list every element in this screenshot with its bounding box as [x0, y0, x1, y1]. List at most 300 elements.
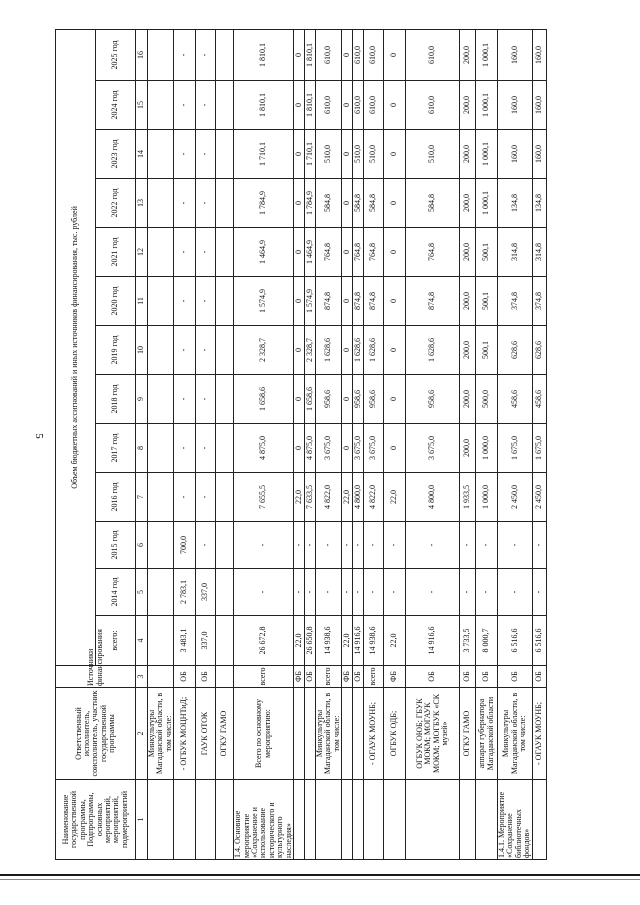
cell-executor: аппарат губернатора Магаданской области — [476, 688, 498, 780]
col-number: 16 — [136, 29, 148, 80]
cell-year-value: 0 — [384, 29, 406, 80]
cell-year-value: 0 — [342, 277, 353, 326]
funding-table — [55, 29, 547, 860]
cell-year-value: 200,0 — [460, 277, 476, 326]
cell-year-value — [148, 375, 174, 424]
cell-source: всего — [315, 666, 341, 688]
cell-year-value — [148, 473, 174, 522]
col-number: 8 — [136, 424, 148, 473]
cell-year-value: 4 800,0 — [406, 473, 460, 522]
header-executor: Ответственный исполнитель, соисполнитель, участник государственной программы — [56, 688, 136, 780]
cell-total: 6 516,6 — [532, 616, 546, 666]
cell-source: ОБ — [353, 666, 364, 688]
header-year: 2019 год — [96, 326, 136, 375]
cell-source: ОБ — [476, 666, 498, 688]
cell-year-value: - — [196, 522, 216, 569]
cell-year-value: 628,6 — [498, 326, 533, 375]
cell-year-value — [148, 29, 174, 80]
table-row — [364, 29, 384, 859]
cell-year-value: - — [353, 569, 364, 616]
cell-name — [216, 780, 234, 860]
cell-year-value: - — [532, 569, 546, 616]
cell-total: 22,0 — [384, 616, 406, 666]
cell-year-value: - — [196, 81, 216, 130]
cell-year-value: 1 675,0 — [498, 424, 533, 473]
col-number: 14 — [136, 130, 148, 179]
cell-year-value — [216, 522, 234, 569]
cell-year-value: 3 675,0 — [353, 424, 364, 473]
cell-year-value: 500,0 — [476, 375, 498, 424]
cell-year-value: 584,8 — [315, 179, 341, 228]
cell-year-value: 0 — [293, 326, 304, 375]
cell-year-value: 0 — [293, 228, 304, 277]
header-year: 2017 год — [96, 424, 136, 473]
cell-year-value: - — [174, 424, 196, 473]
cell-name — [342, 780, 353, 860]
cell-name — [196, 780, 216, 860]
cell-year-value: 4 800,0 — [353, 473, 364, 522]
cell-year-value: 500,1 — [476, 277, 498, 326]
cell-year-value: 610,0 — [364, 81, 384, 130]
cell-executor: ОГБУК ОЮБ; ГБУК МОКМ; МОГАУК МОКМ; МОГБУК «СК музей» — [406, 688, 460, 780]
cell-year-value: 3 675,0 — [315, 424, 341, 473]
table-row — [304, 29, 315, 859]
cell-total: 14 938,6 — [364, 616, 384, 666]
cell-year-value — [216, 228, 234, 277]
cell-source: ФБ — [342, 666, 353, 688]
col-number: 6 — [136, 522, 148, 569]
cell-year-value — [148, 522, 174, 569]
cell-year-value: 1 810,1 — [234, 29, 294, 80]
cell-source: ОБ — [532, 666, 546, 688]
cell-total: 3 483,1 — [174, 616, 196, 666]
cell-year-value: 1 658,6 — [234, 375, 294, 424]
cell-year-value: - — [196, 277, 216, 326]
cell-year-value: 500,1 — [476, 228, 498, 277]
header-year: 2020 год — [96, 277, 136, 326]
cell-name — [315, 780, 341, 860]
cell-year-value: - — [384, 569, 406, 616]
col-number: 1 — [136, 780, 148, 860]
cell-year-value: - — [174, 81, 196, 130]
cell-year-value: 1 464,9 — [304, 228, 315, 277]
cell-year-value: - — [174, 179, 196, 228]
cell-year-value: 200,0 — [460, 29, 476, 80]
cell-year-value: 1 000,1 — [476, 29, 498, 80]
cell-year-value: 1 574,9 — [234, 277, 294, 326]
table-body — [148, 29, 547, 859]
cell-total: 14 916,6 — [406, 616, 460, 666]
cell-executor — [293, 688, 304, 780]
cell-year-value: - — [460, 522, 476, 569]
table-row — [234, 29, 294, 859]
table-row — [353, 29, 364, 859]
cell-year-value: 610,0 — [315, 29, 341, 80]
cell-year-value: - — [174, 29, 196, 80]
cell-year-value: 0 — [342, 179, 353, 228]
cell-year-value: 958,6 — [353, 375, 364, 424]
cell-name: 1.4.1. Мероприятие «Сохранение библиотечных фондов» — [498, 780, 533, 860]
header-source: Источники финансирования — [56, 666, 136, 688]
cell-year-value: 958,6 — [406, 375, 460, 424]
cell-year-value: 958,6 — [364, 375, 384, 424]
cell-year-value: 610,0 — [364, 29, 384, 80]
cell-year-value: 700,0 — [174, 522, 196, 569]
cell-source: ФБ — [384, 666, 406, 688]
cell-year-value: 764,8 — [406, 228, 460, 277]
cell-source: всего — [364, 666, 384, 688]
cell-year-value — [148, 81, 174, 130]
cell-year-value: 584,8 — [353, 179, 364, 228]
cell-executor: Минкультуры Магаданской области, в том числе: — [498, 688, 533, 780]
cell-source — [216, 666, 234, 688]
cell-total: 26 672,8 — [234, 616, 294, 666]
header-year: 2018 год — [96, 375, 136, 424]
cell-year-value: - — [498, 522, 533, 569]
cell-year-value: 0 — [384, 375, 406, 424]
cell-year-value: 1 810,1 — [304, 29, 315, 80]
cell-year-value: 628,6 — [532, 326, 546, 375]
header-year: 2016 год — [96, 473, 136, 522]
col-number: 5 — [136, 569, 148, 616]
cell-year-value: - — [315, 522, 341, 569]
cell-year-value: 374,8 — [498, 277, 533, 326]
cell-total: 22,0 — [342, 616, 353, 666]
cell-year-value: - — [196, 130, 216, 179]
cell-total: 22,0 — [293, 616, 304, 666]
cell-year-value: 3 675,0 — [364, 424, 384, 473]
header-year: 2015 год — [96, 522, 136, 569]
cell-year-value: 1 628,6 — [406, 326, 460, 375]
cell-year-value: 0 — [293, 130, 304, 179]
cell-total: 14 938,6 — [315, 616, 341, 666]
cell-year-value: 0 — [384, 326, 406, 375]
cell-year-value: - — [293, 569, 304, 616]
cell-year-value: - — [364, 522, 384, 569]
cell-year-value — [216, 179, 234, 228]
header-year: 2025 год — [96, 29, 136, 80]
cell-name — [174, 780, 196, 860]
cell-total: 8 000,7 — [476, 616, 498, 666]
cell-year-value: 200,0 — [460, 228, 476, 277]
cell-executor: ГАУК ОТОК — [196, 688, 216, 780]
header-name: Наименование государственной программы, Подпрограммы, основных мероприятий, мероприятий, подмероприятий — [56, 780, 136, 860]
cell-executor: ОГКУ ГАМО — [216, 688, 234, 780]
cell-year-value: 0 — [384, 130, 406, 179]
cell-year-value: 374,8 — [532, 277, 546, 326]
cell-year-value: 160,0 — [498, 29, 533, 80]
cell-year-value — [216, 424, 234, 473]
cell-executor — [304, 688, 315, 780]
cell-name: 1.4. Основное мероприятие «Сохранение и использование исторического и культурного наследия» — [234, 780, 294, 860]
cell-year-value: 0 — [384, 81, 406, 130]
cell-year-value: - — [384, 522, 406, 569]
cell-executor: Минкультуры Магаданской области, в том числе: — [315, 688, 341, 780]
cell-year-value: 610,0 — [353, 29, 364, 80]
cell-year-value: - — [304, 569, 315, 616]
cell-year-value — [216, 81, 234, 130]
col-number: 11 — [136, 277, 148, 326]
cell-year-value: 314,8 — [532, 228, 546, 277]
cell-year-value: 1 784,9 — [234, 179, 294, 228]
header-year: 2014 год — [96, 569, 136, 616]
col-number: 15 — [136, 81, 148, 130]
cell-year-value: 0 — [342, 228, 353, 277]
table-row — [196, 29, 216, 859]
cell-year-value: - — [406, 522, 460, 569]
table-row — [498, 29, 533, 859]
header-year: 2024 год — [96, 81, 136, 130]
cell-year-value — [148, 277, 174, 326]
cell-year-value: 22,0 — [293, 473, 304, 522]
cell-year-value: 2 450,0 — [532, 473, 546, 522]
scan-edge-line-thin — [0, 879, 640, 880]
cell-year-value: 764,8 — [364, 228, 384, 277]
cell-year-value — [216, 277, 234, 326]
cell-name — [460, 780, 476, 860]
cell-year-value: 874,8 — [364, 277, 384, 326]
cell-total: 6 516,6 — [498, 616, 533, 666]
cell-year-value: 22,0 — [384, 473, 406, 522]
cell-year-value: - — [234, 569, 294, 616]
cell-source: ОБ — [196, 666, 216, 688]
cell-year-value: 0 — [293, 29, 304, 80]
cell-year-value: 1 628,6 — [364, 326, 384, 375]
cell-executor: Всего по основному мероприятию: — [234, 688, 294, 780]
cell-year-value: 7 655,5 — [234, 473, 294, 522]
cell-year-value — [148, 228, 174, 277]
table-row — [216, 29, 234, 859]
header-year: 2023 год — [96, 130, 136, 179]
header-col-numbers — [136, 29, 148, 859]
cell-year-value: 134,8 — [498, 179, 533, 228]
cell-year-value: - — [196, 375, 216, 424]
cell-year-value: - — [174, 473, 196, 522]
cell-year-value: 1 574,9 — [304, 277, 315, 326]
cell-executor: - ОГАУК МОУНБ; — [364, 688, 384, 780]
cell-source: всего — [234, 666, 294, 688]
cell-year-value: - — [342, 522, 353, 569]
cell-name — [532, 780, 546, 860]
col-number: 12 — [136, 228, 148, 277]
cell-year-value: 0 — [384, 228, 406, 277]
cell-year-value: - — [364, 569, 384, 616]
cell-year-value: 0 — [342, 81, 353, 130]
cell-year-value: - — [460, 569, 476, 616]
cell-total — [216, 616, 234, 666]
cell-year-value: 1 000,1 — [476, 179, 498, 228]
header-funding-group: Объем бюджетных ассигнований и иных источников финансирования, тыс. рублей — [56, 29, 96, 665]
cell-year-value: 4 822,0 — [364, 473, 384, 522]
cell-year-value: - — [498, 569, 533, 616]
cell-year-value: 2 328,7 — [304, 326, 315, 375]
cell-year-value: 2 783,1 — [174, 569, 196, 616]
col-number: 4 — [136, 616, 148, 666]
table-row — [460, 29, 476, 859]
cell-year-value: 0 — [342, 375, 353, 424]
cell-year-value: 1 000,0 — [476, 473, 498, 522]
cell-year-value: 1 658,6 — [304, 375, 315, 424]
cell-year-value: - — [196, 29, 216, 80]
cell-year-value: - — [293, 522, 304, 569]
cell-year-value: 0 — [293, 424, 304, 473]
cell-year-value: - — [196, 473, 216, 522]
cell-year-value: 610,0 — [353, 81, 364, 130]
cell-year-value: 0 — [293, 179, 304, 228]
cell-year-value: - — [532, 522, 546, 569]
cell-total: 3 733,5 — [460, 616, 476, 666]
cell-year-value: 874,8 — [315, 277, 341, 326]
rotated-table-wrapper — [55, 30, 635, 860]
cell-year-value: 0 — [342, 29, 353, 80]
cell-name — [293, 780, 304, 860]
cell-year-value: - — [174, 375, 196, 424]
cell-source: ОБ — [460, 666, 476, 688]
header-total: всего: — [96, 616, 136, 666]
cell-year-value: 1 000,1 — [476, 81, 498, 130]
cell-year-value: - — [234, 522, 294, 569]
cell-year-value: 1 710,1 — [304, 130, 315, 179]
cell-year-value — [148, 424, 174, 473]
cell-year-value: 1 464,9 — [234, 228, 294, 277]
cell-year-value: 1 710,1 — [234, 130, 294, 179]
cell-executor: ОГКУ ГАМО — [460, 688, 476, 780]
cell-total: 337,0 — [196, 616, 216, 666]
cell-year-value — [148, 130, 174, 179]
cell-name — [304, 780, 315, 860]
cell-year-value: 458,6 — [532, 375, 546, 424]
cell-year-value: 1 933,5 — [460, 473, 476, 522]
cell-executor: - ОГБУК МОЦНТиД; — [174, 688, 196, 780]
cell-year-value: - — [196, 326, 216, 375]
cell-year-value: - — [353, 522, 364, 569]
cell-year-value: 584,8 — [406, 179, 460, 228]
cell-total: 26 650,8 — [304, 616, 315, 666]
cell-executor — [353, 688, 364, 780]
cell-year-value: 1 628,6 — [353, 326, 364, 375]
cell-year-value: 337,0 — [196, 569, 216, 616]
cell-year-value: 0 — [342, 326, 353, 375]
cell-year-value: 4 875,0 — [304, 424, 315, 473]
cell-year-value: - — [406, 569, 460, 616]
table-row — [384, 29, 406, 859]
cell-year-value: 1 675,0 — [532, 424, 546, 473]
cell-year-value: 1 000,1 — [476, 130, 498, 179]
col-number: 7 — [136, 473, 148, 522]
cell-year-value: 200,0 — [460, 326, 476, 375]
header-year: 2021 год — [96, 228, 136, 277]
cell-year-value: - — [476, 569, 498, 616]
cell-executor: Минкультуры Магаданской области, в том числе: — [148, 688, 174, 780]
cell-year-value: 510,0 — [406, 130, 460, 179]
cell-source: ФБ — [293, 666, 304, 688]
cell-year-value: 610,0 — [406, 29, 460, 80]
cell-year-value: 160,0 — [532, 29, 546, 80]
cell-year-value: 200,0 — [460, 81, 476, 130]
cell-year-value: - — [174, 130, 196, 179]
table-row — [315, 29, 341, 859]
col-number: 2 — [136, 688, 148, 780]
cell-total — [148, 616, 174, 666]
cell-year-value — [148, 179, 174, 228]
cell-year-value: 314,8 — [498, 228, 533, 277]
cell-year-value: - — [196, 179, 216, 228]
table-row — [476, 29, 498, 859]
cell-year-value: 200,0 — [460, 130, 476, 179]
cell-year-value: 7 633,5 — [304, 473, 315, 522]
cell-name — [384, 780, 406, 860]
cell-year-value: 0 — [293, 277, 304, 326]
cell-year-value: 160,0 — [532, 130, 546, 179]
cell-executor: - ОГАУК МОУНБ; — [532, 688, 546, 780]
page-number: 5 — [32, 433, 45, 439]
cell-year-value: - — [174, 228, 196, 277]
cell-year-value: 0 — [384, 424, 406, 473]
cell-year-value: 510,0 — [315, 130, 341, 179]
cell-year-value: 584,8 — [364, 179, 384, 228]
cell-total: 14 916,6 — [353, 616, 364, 666]
cell-year-value: 874,8 — [353, 277, 364, 326]
cell-year-value: 134,8 — [532, 179, 546, 228]
cell-year-value: 2 450,0 — [498, 473, 533, 522]
col-number: 10 — [136, 326, 148, 375]
cell-year-value: 200,0 — [460, 424, 476, 473]
header-year: 2022 год — [96, 179, 136, 228]
table-row — [148, 29, 174, 859]
cell-year-value: 500,1 — [476, 326, 498, 375]
cell-year-value: 874,8 — [406, 277, 460, 326]
col-number: 9 — [136, 375, 148, 424]
cell-year-value: 0 — [293, 81, 304, 130]
cell-source: ОБ — [498, 666, 533, 688]
cell-year-value: - — [304, 522, 315, 569]
cell-year-value: 4 875,0 — [234, 424, 294, 473]
cell-year-value: 2 328,7 — [234, 326, 294, 375]
cell-name — [476, 780, 498, 860]
cell-year-value: 0 — [342, 130, 353, 179]
col-number: 3 — [136, 666, 148, 688]
cell-year-value: 0 — [384, 179, 406, 228]
cell-year-value: 1 784,9 — [304, 179, 315, 228]
cell-year-value: 4 822,0 — [315, 473, 341, 522]
cell-year-value: 0 — [293, 375, 304, 424]
cell-name — [148, 780, 174, 860]
cell-year-value — [148, 569, 174, 616]
cell-name — [364, 780, 384, 860]
cell-year-value: 510,0 — [353, 130, 364, 179]
cell-year-value: 764,8 — [315, 228, 341, 277]
scan-edge-line — [0, 874, 640, 876]
cell-year-value: - — [196, 228, 216, 277]
cell-source: ОБ — [174, 666, 196, 688]
cell-year-value — [216, 375, 234, 424]
cell-year-value: 0 — [342, 424, 353, 473]
table-row — [406, 29, 460, 859]
cell-year-value: 764,8 — [353, 228, 364, 277]
cell-year-value: - — [476, 522, 498, 569]
cell-year-value: - — [174, 326, 196, 375]
cell-year-value: 22,0 — [342, 473, 353, 522]
cell-year-value: 200,0 — [460, 375, 476, 424]
cell-year-value: 160,0 — [498, 81, 533, 130]
cell-year-value: - — [315, 569, 341, 616]
cell-year-value: - — [196, 424, 216, 473]
cell-year-value: 1 000,0 — [476, 424, 498, 473]
table-row — [174, 29, 196, 859]
cell-name — [353, 780, 364, 860]
cell-year-value: 958,6 — [315, 375, 341, 424]
cell-name — [406, 780, 460, 860]
